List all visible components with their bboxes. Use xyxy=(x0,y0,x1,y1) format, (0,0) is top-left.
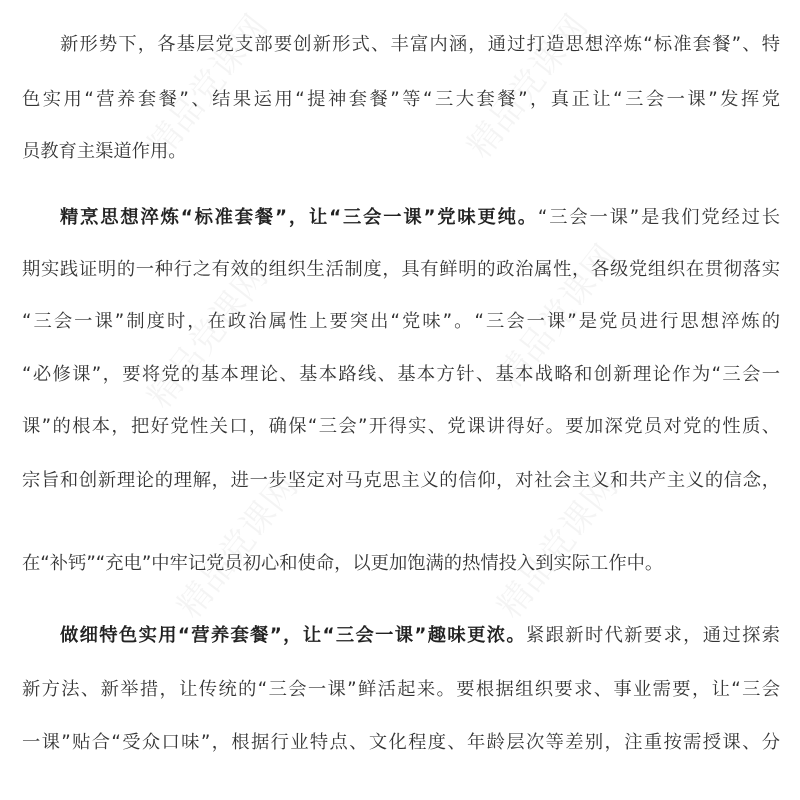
text-line: “三会一课”制度时，在政治属性上要突出“党味”。“三会一课”是党员进行思想淬炼的 xyxy=(22,311,780,332)
text-line xyxy=(60,203,780,233)
paragraph-heading: 做细特色实用“营养套餐”，让“三会一课”趣味更浓。 xyxy=(60,625,527,646)
text-line: 宗旨和创新理论的理解，进一步坚定对马克思主义的信仰，对社会主义和共产主义的信念， xyxy=(22,470,780,491)
text-span: “三会一课”是我们党经过长 xyxy=(537,207,780,228)
text-line: 新形势下，各基层党支部要创新形式、丰富内涵，通过打造思想淬炼“标准套餐”、特 xyxy=(60,34,780,55)
paragraph-heading: 精烹思想淬炼“标准套餐”，让“三会一课”党味更纯。 xyxy=(60,207,538,228)
text-line: 期实践证明的一种行之有效的组织生活制度，具有鲜明的政治属性，各级党组织在贯彻落实 xyxy=(22,259,780,280)
text-line: 新方法、新举措，让传统的“三会一课”鲜活起来。要根据组织要求、事业需要，让“三会 xyxy=(22,679,780,700)
text-line: 员教育主渠道作用。 xyxy=(22,141,187,162)
text-line: 课”的根本，把好党性关口，确保“三会”开得实、党课讲得好。要加深党员对党的性质、 xyxy=(22,416,780,437)
text-line: “必修课”，要将党的基本理论、基本路线、基本方针、基本战略和创新理论作为“三会一 xyxy=(22,364,780,385)
text-line xyxy=(60,621,780,651)
text-line: 一课”贴合“受众口味”，根据行业特点、文化程度、年龄层次等差别，注重按需授课、分 xyxy=(22,732,780,753)
text-line: 在“补钙”“充电”中牢记党员初心和使命，以更加饱满的热情投入到实际工作中。 xyxy=(22,553,664,574)
text-line: 色实用“营养套餐”、结果运用“提神套餐”等“三大套餐”，真正让“三会一课”发挥党 xyxy=(22,89,780,110)
text-span: 紧跟新时代新要求，通过探索 xyxy=(526,625,781,646)
